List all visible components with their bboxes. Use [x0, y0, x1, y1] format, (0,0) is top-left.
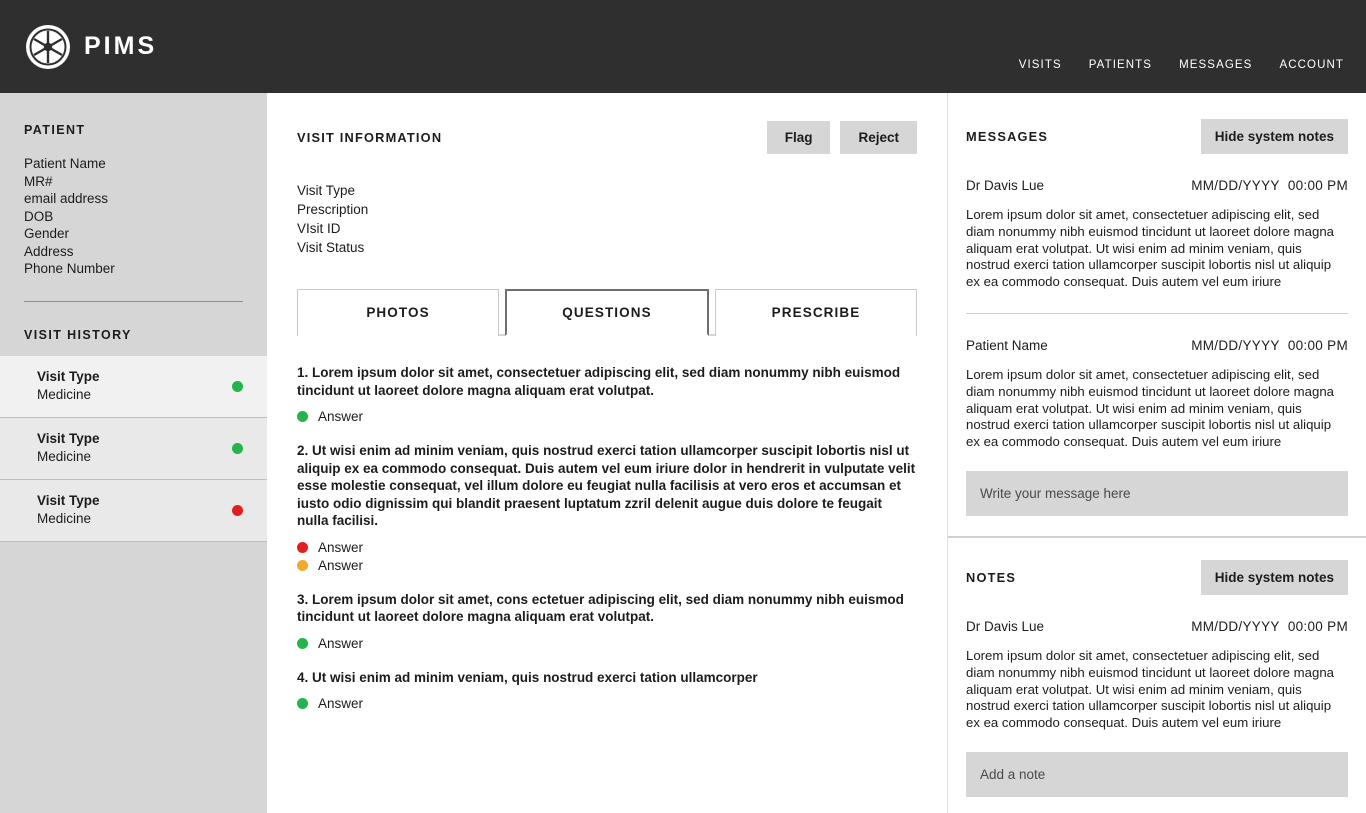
note-author: Dr Davis Lue [966, 618, 1045, 634]
visit-information-panel [267, 93, 947, 813]
visit-tabs [297, 287, 917, 336]
answer-row [297, 409, 917, 424]
questions-list [297, 364, 917, 711]
answer-row [297, 636, 917, 651]
visit-meta-visit-id: VIsit ID [297, 221, 341, 236]
nav-item-visits[interactable]: VISITS [1018, 58, 1062, 71]
visit-meta-prescription: Prescription [297, 202, 369, 217]
note-composer-input[interactable] [966, 752, 1348, 797]
question-text: 1. Lorem ipsum dolor sit amet, consectetuer adipiscing elit, sed diam nonummy nibh euismod tincidunt ut laoreet dolore magna aliquam erat volutpat. [297, 365, 901, 398]
answer-status-dot-icon [297, 560, 308, 571]
main-nav [1019, 59, 1344, 71]
visit-history-item[interactable] [0, 356, 267, 418]
pims-wheel-logo-icon [26, 25, 70, 69]
answer-row [297, 696, 917, 711]
page-body [0, 93, 1366, 813]
message-author: Dr Davis Lue [966, 178, 1045, 193]
visit-item-type: Visit Type [37, 369, 100, 384]
messages-hide-system-notes-button[interactable]: Hide system notes [1201, 119, 1348, 154]
patient-field-mrn: MR# [24, 173, 53, 189]
answer-row [297, 540, 917, 555]
nav-item-account[interactable]: ACCOUNT [1279, 58, 1344, 71]
question-block [297, 442, 917, 573]
notes-title: NOTES [966, 569, 1017, 585]
note-item [966, 619, 1348, 732]
message-body: Lorem ipsum dolor sit amet, consectetuer adipiscing elit, sed diam nonummy nibh euismod tincidunt ut laoreet dolore magna aliquam erat volutpat. Ut wisi enim ad minim veniam, quis nostrud exerci tation ullamcorper suscipit lobortis nisl ut aliquip ex ea commodo consequat. Duis autem vel eum iriure [966, 366, 1334, 450]
visit-history-title: VISIT HISTORY [24, 328, 132, 342]
message-divider [966, 313, 1348, 314]
visit-action-buttons [767, 121, 917, 154]
message-header [966, 178, 1348, 193]
answer-label: Answer [318, 539, 364, 555]
answer-label: Answer [318, 635, 364, 651]
nav-item-messages[interactable]: MESSAGES [1179, 58, 1253, 71]
question-text: 4. Ut wisi enim ad minim veniam, quis nostrud exerci tation ullamcorper [297, 669, 758, 685]
patient-sidebar [0, 93, 267, 813]
visit-item-category: Medicine [37, 449, 92, 464]
page-title: VISIT INFORMATION [297, 130, 443, 145]
message-header [966, 338, 1348, 353]
tab-prescribe[interactable]: PRESCRIBE [715, 289, 917, 336]
visit-meta-visit-status: Visit Status [297, 240, 365, 255]
nav-item-patients[interactable]: PATIENTS [1088, 58, 1153, 71]
messages-notes-column [947, 93, 1366, 813]
notes-header [966, 560, 1348, 595]
flag-button[interactable]: Flag [767, 121, 831, 154]
reject-button[interactable]: Reject [840, 121, 917, 154]
visit-status-dot-icon [232, 505, 243, 516]
answer-label: Answer [318, 409, 364, 424]
sidebar-divider [24, 301, 243, 302]
question-block [297, 669, 917, 712]
message-item [966, 178, 1348, 291]
brand-logo[interactable] [26, 25, 157, 69]
question-block [297, 591, 917, 651]
visit-item-type: Visit Type [37, 431, 100, 446]
message-body: Lorem ipsum dolor sit amet, consectetuer adipiscing elit, sed diam nonummy nibh euismod tincidunt ut laoreet dolore magna aliquam erat volutpat. Ut wisi enim ad minim veniam, quis nostrud exerci tation ullamcorper suscipit lobortis nisl ut aliquip ex ea commodo consequat. Duis autem vel eum iriure [966, 207, 1334, 290]
message-timestamp: MM/DD/YYYY 00:00 PM [1191, 337, 1348, 353]
notes-panel [948, 538, 1366, 797]
message-author: Patient Name [966, 337, 1048, 353]
visit-history-item[interactable] [0, 418, 267, 480]
patient-field-phone: Phone Number [24, 261, 115, 276]
answer-label: Answer [318, 696, 364, 711]
note-body: Lorem ipsum dolor sit amet, consectetuer adipiscing elit, sed diam nonummy nibh euismod tincidunt ut laoreet dolore magna aliquam erat volutpat. Ut wisi enim ad minim veniam, quis nostrud exerci tation ullamcorper suscipit lobortis nisl ut aliquip ex ea commodo consequat. Duis autem vel eum iriure [966, 647, 1334, 731]
visit-meta-visit-type: Visit Type [297, 183, 356, 198]
patient-section-title: PATIENT [24, 123, 86, 137]
patient-field-name: Patient Name [24, 156, 106, 171]
patient-field-dob: DOB [24, 208, 54, 224]
question-block [297, 364, 917, 424]
note-timestamp: MM/DD/YYYY 00:00 PM [1191, 618, 1348, 634]
visit-status-dot-icon [232, 443, 243, 454]
question-text: 3. Lorem ipsum dolor sit amet, cons ectetuer adipiscing elit, sed diam nonummy nibh euismod tincidunt ut laoreet dolore magna aliquam erat volutpat. [297, 591, 904, 624]
visit-information-header [297, 121, 917, 154]
message-item [966, 338, 1348, 451]
brand-name: PIMS [84, 32, 158, 60]
visit-history-item[interactable] [0, 480, 267, 542]
note-header [966, 619, 1348, 634]
question-text: 2. Ut wisi enim ad minim veniam, quis nostrud exerci tation ullamcorper suscipit lobortis nisl ut aliquip ex ea commodo consequat. Duis autem vel eum iriure dolor in hendrerit in vulputate velit esse molestie consequat, vel illum dolore eu feugiat nulla facilisis at vero eros et accumsan et iusto odio dignissim qui blandit praesent luptatum zzril delenit augue duis dolore te feugait nulla facilisi. [297, 443, 916, 528]
visit-item-type: Visit Type [37, 493, 100, 508]
answer-row [297, 558, 917, 573]
patient-field-email: email address [24, 191, 109, 206]
visit-meta-list [297, 181, 917, 257]
message-timestamp: MM/DD/YYYY 00:00 PM [1191, 178, 1348, 193]
answer-status-dot-icon [297, 411, 308, 422]
visit-status-dot-icon [232, 381, 243, 392]
patient-field-address: Address [24, 243, 74, 259]
answer-label: Answer [318, 557, 364, 573]
tab-photos[interactable]: PHOTOS [297, 289, 499, 336]
messages-panel [948, 93, 1366, 516]
message-composer-input[interactable] [966, 471, 1348, 516]
patient-field-gender: Gender [24, 226, 70, 241]
messages-title: MESSAGES [966, 129, 1049, 144]
patient-details-list [24, 155, 243, 277]
answer-status-dot-icon [297, 638, 308, 649]
visit-item-category: Medicine [37, 511, 92, 526]
visit-history-list [0, 356, 267, 542]
tab-questions[interactable]: QUESTIONS [505, 289, 709, 336]
visit-item-category: Medicine [37, 387, 92, 402]
messages-header [966, 119, 1348, 154]
notes-hide-system-notes-button[interactable]: Hide system notes [1201, 560, 1348, 595]
answer-status-dot-icon [297, 698, 308, 709]
top-navigation-bar [0, 0, 1366, 93]
answer-status-dot-icon [297, 542, 308, 553]
